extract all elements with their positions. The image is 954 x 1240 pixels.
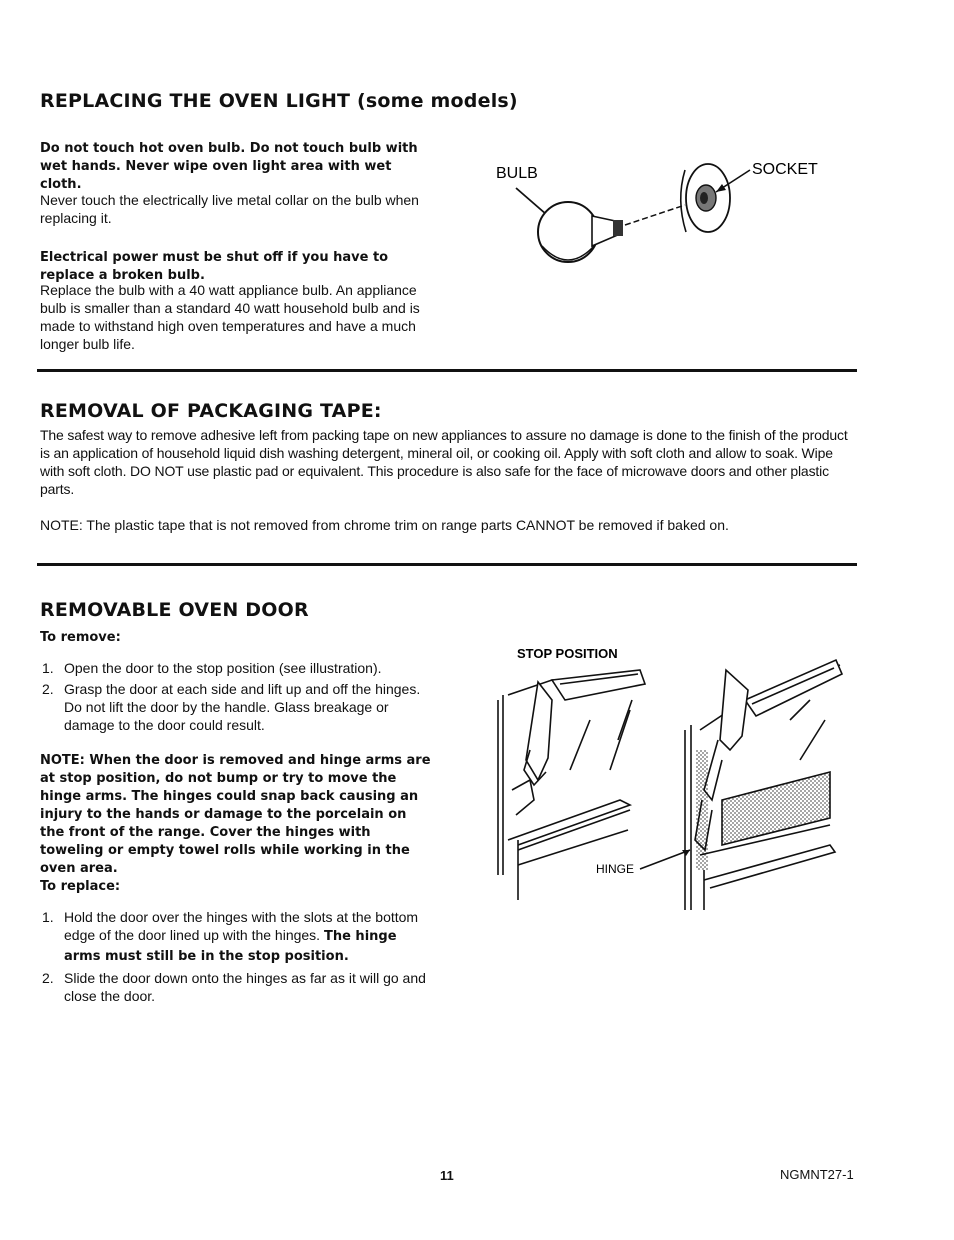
divider-2 (37, 563, 857, 566)
oven-light-warning-2: Electrical power must be shut off if you have to replace a broken bulb. (40, 250, 389, 283)
stop-position-label: STOP POSITION (517, 646, 618, 661)
replace-steps-list (40, 908, 435, 1005)
remove-step-1-text: Open the door to the stop position (see illustration). (64, 660, 382, 676)
oven-door-note: NOTE: When the door is removed and hinge arms are at stop position, do not bump or try to move the hinge arms. The hinges could snap back causing an injury to the hands or damage to the porcelain on the front of the range. Cover the hinges with toweling or empty towel rolls while working in the oven area. (40, 753, 431, 876)
packaging-tape-body: The safest way to remove adhesive left from packing tape on new appliances to assure no damage is done to the finish of the product is an application of household liquid dish washing detergent, mineral oil, or cooking oil. Apply with soft cloth and allow to soak. Wipe with soft cloth. DO NOT use plastic pad or equivalent. This procedure is also safe for the face of microwave doors and other plastic parts. (40, 427, 848, 497)
oven-light-warning-1: Do not touch hot oven bulb. Do not touch bulb with wet hands. Never wipe oven light area with wet cloth. (40, 141, 418, 192)
replace-step-2-text: Slide the door down onto the hinges as far as it will go and close the door. (64, 970, 426, 1004)
remove-step-2 (40, 680, 435, 734)
replace-step-1-emphasis: The hinge arms must still be in the stop position. (64, 929, 397, 964)
oven-light-heading: REPLACING THE OVEN LIGHT (some models) (40, 90, 518, 112)
oven-light-para-1: Never touch the electrically live metal collar on the bulb when replacing it. (40, 192, 419, 226)
bulb-socket-illustration (480, 150, 860, 280)
oven-light-para-2: Replace the bulb with a 40 watt appliance bulb. An appliance bulb is smaller than a standard 40 watt household bulb and is made to withstand high oven temperatures and have a much longer bulb life. (40, 282, 420, 352)
to-replace-heading: To replace: (40, 879, 121, 894)
to-remove-heading: To remove: (40, 630, 121, 645)
doc-code: NGMNT27-1 (780, 1167, 854, 1182)
oven-door-illustration (490, 640, 860, 920)
divider-1 (37, 369, 857, 372)
replace-step-2 (40, 969, 435, 1005)
bulb-label: BULB (496, 165, 538, 182)
replace-step-2-number: 2. (42, 970, 54, 986)
socket-label: SOCKET (752, 161, 818, 178)
packaging-tape-heading: REMOVAL OF PACKAGING TAPE: (40, 400, 382, 422)
remove-step-1 (40, 659, 435, 677)
remove-step-2-text: Grasp the door at each side and lift up and off the hinges. Do not lift the door by the handle. Glass breakage or damage to the door could result. (64, 681, 421, 733)
replace-step-1-number: 1. (42, 909, 54, 925)
hinge-pointer (640, 850, 690, 869)
packaging-tape-note: NOTE: The plastic tape that is not removed from chrome trim on range parts CANNOT be removed if baked on. (40, 517, 729, 533)
right-oven-drawing (685, 660, 842, 910)
remove-step-2-number: 2. (42, 681, 54, 697)
replace-step-1-text: Hold the door over the hinges with the slots at the bottom edge of the door lined up with the hinges. (64, 909, 419, 943)
hinge-label: HINGE (596, 862, 635, 876)
remove-step-1-number: 1. (42, 660, 54, 676)
page-number: 11 (440, 1168, 454, 1183)
oven-door-heading: REMOVABLE OVEN DOOR (40, 599, 309, 621)
replace-step-1 (40, 908, 435, 966)
remove-steps-list (40, 659, 435, 734)
